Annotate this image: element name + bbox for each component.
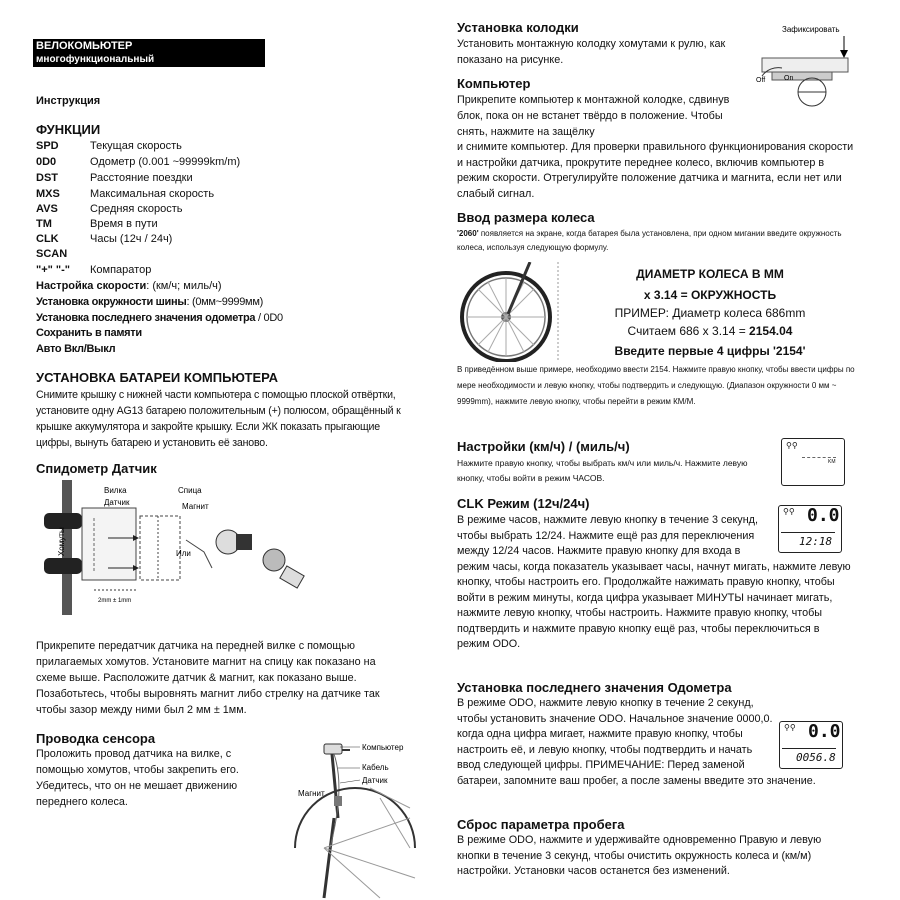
odo-text: В режиме ODO, нажмите левую кнопку в течение 2 секунд, чтобы установить значение ODO. Начальное значение 0000,0. когда одна цифра мигает, нажмите правую кнопку, чтобы настроить её, и левую кнопку, чтобы подтвердить и начать ввод следующей цифры. ПРИМЕЧАНИЕ: Перед заменой батареи, запомните ваш пробег, а после замены введите это значение.: [457, 697, 816, 787]
bracket-title: Установка колодки: [457, 20, 579, 35]
wheel-diagram: [458, 262, 568, 362]
lcd-unit-label: KM: [828, 459, 836, 465]
instruction-label: Инструкция: [36, 95, 101, 107]
function-row: SCAN: [36, 248, 68, 260]
formula-line1: ДИАМЕТР КОЛЕСА В ММ: [636, 267, 784, 281]
label-gap: 2mm ± 1mm: [98, 598, 132, 604]
lcd-big-digits: 0.0: [807, 505, 840, 526]
label-magnet: Магнит: [182, 502, 209, 511]
computer-title: Компьютер: [457, 76, 531, 91]
formula-line2: x 3.14 = ОКРУЖНОСТЬ: [643, 288, 777, 302]
bike-icon: ⚲⚲: [784, 723, 796, 732]
memory-label: Сохранить в памяти: [36, 327, 142, 339]
subtitle-banner: многофункциональный: [33, 54, 265, 67]
function-row: TM Время в пути: [36, 218, 158, 230]
speed-setting: Настройка скорости: (км/ч; миль/ч): [36, 280, 222, 292]
clk-text: В режиме часов, нажмите левую кнопку в течение 3 секунд, чтобы выбрать 12/24. Нажмите ещё раз для переключения между 12/24 часов. Нажмите правую кнопку для входа в режим часы, когда показатель указывает часы, начнут мигать, нажмите левую кнопку, чтобы настроить его. Продолжайте нажимать правую кнопку, чтобы войти в режим минуты, когда цифра указывает МИНУТЫ начинает мигать, нажмите левую кнопку, чтобы настроить. Нажмите правую кнопку, чтобы подтвердить и нажмите правую кнопку ещё раз, чтобы переключиться в режим ODO.: [457, 514, 851, 650]
label-cable: Кабель: [362, 763, 389, 772]
on-label: On: [784, 75, 794, 82]
function-row: MXS Максимальная скорость: [36, 188, 215, 200]
sensor-body: [82, 508, 136, 580]
label-fork: Вилка: [104, 486, 127, 495]
lcd-big-digits: 0.0: [808, 721, 841, 742]
enter-line: Введите первые 4 цифры '2154': [614, 344, 806, 358]
speedo-diagram: [36, 480, 336, 615]
functions-title: ФУНКЦИИ: [36, 122, 101, 137]
wheel-title: Ввод размера колеса: [457, 210, 595, 225]
speedo-text: Прикрепите передатчик датчика на передней вилке с помощью прилагаемых хомутов. Установите магнит на спицу как показано на схеме выше. Расположите датчик & магнит, как показано выше. Позаботьтесь, чтобы выровнять магнит либо стрелку на датчике так чтобы зазор между ними был 2 мм ± 1мм.: [36, 640, 380, 716]
label-clamps: Хомуты: [57, 527, 66, 556]
function-row: "+" "-" Компаратор: [36, 264, 152, 276]
off-label: Off: [756, 77, 766, 84]
wheel-intro: '2060' появляется на экране, когда батарея была установлена, при одном мигании введите окружность колеса, используя следующую формулу.: [457, 229, 842, 252]
lcd-odo: [779, 721, 843, 769]
computer-text-narrow: Прикрепите компьютер к монтажной колодке, сдвинув блок, пока он не встанет твёрдо в положение. Чтобы снять, нажмите на защёлку: [457, 94, 730, 138]
speedo-title: Спидометр Датчик: [36, 461, 157, 476]
example-line: ПРИМЕР: Диаметр колеса 686mm: [614, 306, 806, 320]
units-text: Нажмите правую кнопку, чтобы выбрать км/ч или миль/ч. Нажмите левую кнопку, чтобы войти в режим ЧАСОВ.: [457, 458, 748, 483]
clamp-top: [44, 513, 82, 529]
lcd-units: [781, 438, 845, 486]
bracket-diagram: [752, 20, 872, 115]
odo-setting: Установка последнего значения одометра / 0D0: [36, 312, 283, 324]
label-sensor: Датчик: [104, 498, 130, 507]
label-or: Или: [176, 549, 191, 558]
function-row: CLK Часы (12ч / 24ч): [36, 233, 173, 245]
odo-title: Установка последнего значения Одометра: [457, 680, 732, 695]
clk-title: CLK Режим (12ч/24ч): [457, 496, 590, 511]
label-spoke: Спица: [178, 486, 202, 495]
magnet-area: [140, 516, 180, 580]
lcd-small-digits: 0056.8: [796, 751, 836, 764]
lcd-small-digits: 12:18: [799, 535, 833, 548]
function-row: AVS Средняя скорость: [36, 203, 183, 215]
reset-title: Сброс параметра пробега: [457, 817, 625, 832]
bike-icon: ⚲⚲: [783, 507, 795, 516]
clamp-bottom: [44, 558, 82, 574]
computer-text-wide: и снимите компьютер. Для проверки правильного функционирования скорости и настройки датчика, прокрутите переднее колесо, включив компьютер в режим скорости. Отрегулируйте положение датчика и магнита, если нет или слабый сигнал.: [457, 141, 854, 200]
lcd-clock: [778, 505, 842, 553]
function-row: DST Расстояние поездки: [36, 172, 193, 184]
bracket-text: Установить монтажную колодку хомутами к рулю, как показано на рисунке.: [457, 38, 726, 66]
fix-label: Зафиксировать: [782, 25, 840, 34]
units-title: Настройки (км/ч) / (миль/ч): [457, 439, 630, 454]
wiring-diagram: [290, 738, 420, 900]
battery-title: УСТАНОВКА БАТАРЕИ КОМПЬЮТЕРА: [36, 370, 279, 385]
function-row: SPD Текущая скорость: [36, 140, 182, 152]
label-sensor2: Датчик: [362, 776, 388, 785]
reset-text: В режиме ODO, нажмите и удерживайте одновременно Правую и левую кнопки в течение 3 секунд, чтобы очистить окружность колеса и (км/м) настройки. Установки часов останется без изменений.: [457, 834, 822, 877]
auto-label: Авто Вкл/Выкл: [36, 343, 116, 355]
calc-line: Считаем 686 x 3.14 = 2154.04: [627, 324, 793, 338]
bike-icon: ⚲⚲: [786, 441, 798, 450]
title-banner: ВЕЛОКОМЬЮТЕР: [33, 39, 265, 54]
label-magnet2: Магнит: [298, 789, 325, 798]
wiring-text: Проложить провод датчика на вилке, с помощью хомутов, чтобы закрепить его. Убедитесь, что он не мешает движению переднего колеса.: [36, 748, 239, 808]
battery-text: Снимите крышку с нижней части компьютера с помощью плоской отвёртки, установите одну AG13 батарею положительным (+) полюсом, обращённый к крышке аккумулятора и закройте крышку. Если ЖК показать прыгающие цифры, вынуть батарею и установить её заново.: [36, 389, 401, 449]
label-computer: Компьютер: [362, 743, 404, 752]
wiring-title: Проводка сенсора: [36, 731, 156, 746]
wheel-note: В приведённом выше примере, необходимо ввести 2154. Нажмите правую кнопку, чтобы ввести цифры по мере необходимости и левую кнопку, чтобы подтвердить и следующую. (Диапазон окружности 0 мм ~ 9999mm), нажмите левую кнопку, чтобы перейти в режим КМ/М.: [457, 365, 855, 406]
computer-unit: [324, 744, 342, 754]
magnet-round: [263, 549, 285, 571]
tire-setting: Установка окружности шины: (0мм~9999мм): [36, 296, 263, 308]
function-row: 0D0 Одометр (0.001 ~99999km/m): [36, 156, 241, 168]
